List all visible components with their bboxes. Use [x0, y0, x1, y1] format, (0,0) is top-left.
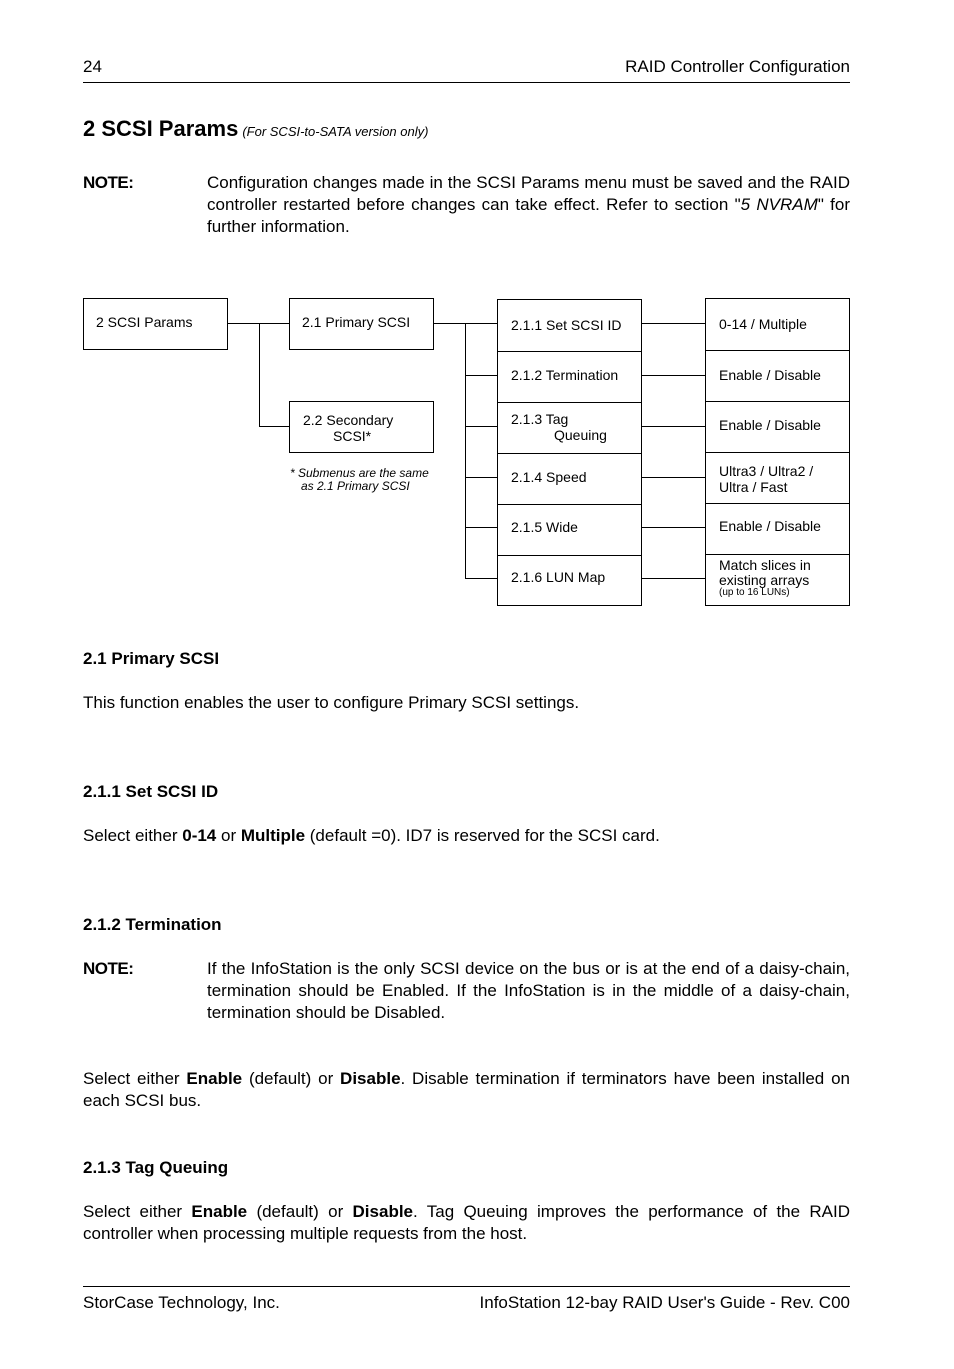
footnote-line: as 2.1 Primary SCSI — [301, 479, 410, 493]
option-speed: Ultra3 / Ultra2 / — [719, 463, 814, 479]
diagram-footnote — [290, 467, 429, 493]
option-set-scsi-id: 0-14 / Multiple — [719, 316, 807, 332]
header-rule — [83, 82, 850, 83]
connector-line — [641, 477, 706, 478]
bold-term: Multiple — [240, 826, 306, 845]
connector-line — [465, 375, 498, 376]
submenu-item-speed: 2.1.4 Speed — [511, 469, 587, 485]
footnote-line: * Submenus are the same — [290, 466, 429, 480]
bold-term: Enable — [186, 1069, 243, 1088]
footer-rule — [83, 1286, 850, 1287]
connector-line — [465, 527, 498, 528]
connector-line — [641, 426, 706, 427]
row-divider — [498, 555, 641, 556]
note-text: If the InfoStation is the only SCSI device on the bus or is at the end of a daisy-chain, termination should be Enabled. If the InfoStation is in the middle of a daisy-chain, termination should be Disabled. — [207, 959, 850, 1022]
paragraph — [83, 1068, 850, 1112]
row-divider — [498, 351, 641, 352]
bold-term: Disable — [340, 1069, 401, 1088]
option-tag-queuing: Enable / Disable — [719, 417, 821, 433]
option-speed: Ultra / Fast — [719, 479, 788, 495]
note-text-part: Configuration changes made in the SCSI Params menu must be saved and the RAID controller restarted before changes can take effect. Refer to section " — [207, 173, 850, 214]
bold-term: Enable — [191, 1202, 248, 1221]
row-divider — [706, 401, 849, 402]
text-run: Select either — [83, 1202, 192, 1221]
option-termination: Enable / Disable — [719, 367, 821, 383]
menu-box-label: 2.1 Primary SCSI — [302, 314, 411, 330]
row-divider — [498, 453, 641, 454]
note-section-reference: 5 NVRAM — [740, 195, 818, 214]
menu-box-scsi-params — [83, 298, 228, 350]
bold-term: Disable — [352, 1202, 414, 1221]
subsection-heading-termination: 2.1.2 Termination — [83, 915, 222, 934]
paragraph — [83, 1201, 850, 1245]
menu-box-label: SCSI* — [333, 428, 372, 444]
connector-line — [641, 375, 706, 376]
connector-line — [259, 323, 260, 427]
connector-line — [465, 426, 498, 427]
menu-box-label: 2 SCSI Params — [96, 314, 193, 330]
footer-document-title: InfoStation 12-bay RAID User's Guide - Rev. C00 — [479, 1293, 850, 1312]
text-run: . Tag Queuing improves the performance of the RAID controller when processing multiple requests from the host. — [83, 1202, 850, 1243]
text-run: or — [216, 826, 241, 845]
submenu-item-tag-queuing: Queuing — [554, 427, 607, 443]
note-label: NOTE: — [83, 959, 134, 978]
option-wide: Enable / Disable — [719, 518, 821, 534]
running-header-title: RAID Controller Configuration — [625, 57, 850, 76]
subsection-heading-tag-queuing: 2.1.3 Tag Queuing — [83, 1158, 229, 1177]
paragraph: This function enables the user to configure Primary SCSI settings. — [83, 693, 580, 712]
connector-line — [227, 323, 289, 324]
note-text-part: " for further information. — [207, 195, 850, 236]
footer-company: StorCase Technology, Inc. — [83, 1293, 280, 1312]
connector-line — [641, 323, 706, 324]
submenu-item-set-scsi-id: 2.1.1 Set SCSI ID — [511, 317, 622, 333]
submenu-item-tag-queuing: 2.1.3 Tag — [511, 411, 569, 427]
submenu-item-wide: 2.1.5 Wide — [511, 519, 578, 535]
row-divider — [498, 402, 641, 403]
submenu-column — [497, 299, 642, 606]
row-divider — [706, 452, 849, 453]
option-lun-map: existing arrays — [719, 572, 810, 588]
note-text — [207, 172, 850, 238]
menu-box-secondary-scsi — [289, 401, 434, 453]
page-number: 24 — [83, 57, 102, 76]
note-label: NOTE: — [83, 173, 134, 192]
connector-line — [641, 527, 706, 528]
row-divider — [706, 350, 849, 351]
subsection-heading-primary-scsi: 2.1 Primary SCSI — [83, 649, 220, 668]
text-run: Select either — [83, 1069, 187, 1088]
section-title: 2 SCSI Params — [83, 116, 239, 141]
connector-line — [465, 477, 498, 478]
connector-line — [641, 578, 706, 579]
bold-term: 0-14 — [182, 826, 217, 845]
text-run: (default =0). ID7 is reserved for the SCSI card. — [305, 826, 660, 845]
text-run: (default) or — [247, 1202, 353, 1221]
text-run: Select either — [83, 826, 183, 845]
option-lun-map-note: (up to 16 LUNs) — [719, 587, 790, 598]
subsection-heading-set-scsi-id: 2.1.1 Set SCSI ID — [83, 782, 219, 801]
menu-box-label: 2.2 Secondary — [303, 412, 394, 428]
section-qualifier: (For SCSI-to-SATA version only) — [242, 124, 429, 139]
option-lun-map: Match slices in — [719, 557, 811, 573]
text-run: . Disable termination if terminators have been installed on each SCSI bus. — [83, 1069, 850, 1110]
row-divider — [706, 554, 849, 555]
paragraph — [83, 825, 850, 847]
connector-line — [259, 426, 290, 427]
options-column — [705, 298, 850, 606]
section-heading — [83, 116, 428, 142]
row-divider — [498, 504, 641, 505]
menu-box-primary-scsi — [289, 298, 434, 350]
connector-line — [465, 323, 466, 579]
row-divider — [706, 503, 849, 504]
submenu-item-termination: 2.1.2 Termination — [511, 367, 619, 383]
text-run: (default) or — [242, 1069, 341, 1088]
submenu-item-lun-map: 2.1.6 LUN Map — [511, 569, 606, 585]
connector-line — [465, 578, 498, 579]
